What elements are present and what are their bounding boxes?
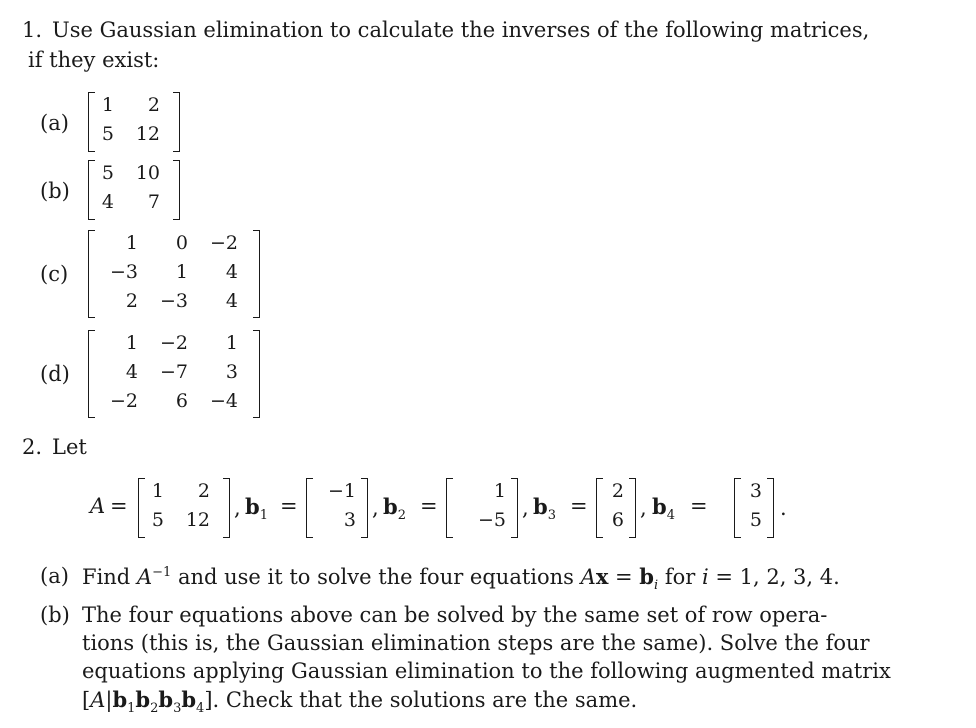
q2-part-b-line1: The four equations above can be solved by the same set of row opera- [82, 603, 828, 627]
b-vector: b [135, 687, 151, 712]
text: for [658, 565, 702, 589]
q2-intro: Let [52, 435, 87, 459]
b4-vector [734, 478, 774, 538]
b4-sub: 4 [666, 508, 675, 524]
b2-symbol [383, 494, 406, 524]
q2-part-a-label: (a) [40, 564, 69, 588]
b-vector: b [158, 687, 174, 712]
q2-number: 2. [22, 435, 43, 459]
matrix-cell: 2 [197, 480, 210, 502]
matrix-cell: −2 [109, 390, 138, 412]
vector-cell: −5 [477, 509, 506, 531]
b2-name: b [383, 494, 398, 519]
i-symbol: i [701, 565, 709, 589]
b1-name: b [245, 494, 260, 519]
A-symbol: A [580, 565, 596, 589]
matrix-cell: 4 [101, 191, 114, 213]
x-vector: x [595, 564, 609, 589]
b4-name: b [652, 494, 667, 519]
vector-cell: 2 [611, 480, 624, 502]
q1-part-c-label: (c) [40, 262, 69, 286]
b-vector: b [112, 687, 128, 712]
b-vector: b [639, 564, 654, 589]
q2-part-b-line3: equations applying Gaussian elimination to the following augmented matrix [82, 659, 891, 683]
text: and use it to solve the four equations [171, 565, 581, 589]
matrix-cell: 4 [125, 361, 138, 383]
matrix-cell: 2 [125, 290, 138, 312]
equals-sign: = [690, 494, 708, 518]
comma: , [522, 496, 529, 520]
q1-part-a-label: (a) [40, 111, 69, 135]
matrix-cell: 5 [101, 162, 114, 184]
matrix-cell: −2 [209, 232, 238, 254]
q1-matrix-b [88, 160, 180, 220]
text: . Check that the solutions are the same. [212, 688, 638, 712]
q1-part-d-label: (d) [40, 362, 70, 386]
comma: , [640, 496, 647, 520]
comma: , [372, 496, 379, 520]
matrix-cell: 1 [125, 232, 138, 254]
matrix-cell: 4 [225, 261, 238, 283]
matrix-cell: 0 [175, 232, 188, 254]
q1-part-b-label: (b) [40, 179, 70, 203]
b3-symbol [533, 494, 556, 524]
equals-sign: = [280, 494, 298, 518]
bracket-open: [ [82, 688, 91, 712]
vector-cell: 3 [343, 509, 356, 531]
matrix-cell: 1 [101, 94, 114, 116]
matrix-cell: 1 [175, 261, 188, 283]
q2-part-b-line2: tions (this is, the Gaussian elimination steps are the same). Solve the four [82, 631, 870, 655]
bracket-close: ] [204, 688, 213, 712]
equals: = [608, 565, 640, 589]
A-symbol: A [90, 688, 106, 712]
matrix-cell: −4 [209, 390, 238, 412]
matrix-cell: 1 [225, 332, 238, 354]
q1-matrix-c [88, 230, 260, 318]
matrix-cell: 2 [147, 94, 160, 116]
q1-line1: Use Gaussian elimination to calculate the inverses of the following matrices, [52, 18, 870, 42]
matrix-cell: 5 [151, 509, 164, 531]
vector-cell: 3 [749, 480, 762, 502]
vector-cell: −1 [327, 480, 356, 502]
b-sub: 2 [150, 701, 159, 717]
text: = 1, 2, 3, 4. [708, 565, 840, 589]
matrix-cell: 1 [151, 480, 164, 502]
q1-line2: if they exist: [28, 48, 160, 72]
matrix-cell: 5 [101, 123, 114, 145]
b2-sub: 2 [397, 508, 406, 524]
matrix-cell: −3 [159, 290, 188, 312]
matrix-A-symbol: A [90, 494, 106, 518]
q2-matrix-A [138, 478, 230, 538]
matrix-cell: 6 [175, 390, 188, 412]
equals-sign: = [570, 494, 588, 518]
matrix-cell: 7 [147, 191, 160, 213]
equals-sign: = [420, 494, 438, 518]
period: . [780, 496, 787, 520]
matrix-cell: 1 [125, 332, 138, 354]
b3-name: b [533, 494, 548, 519]
b4-symbol [652, 494, 675, 524]
matrix-cell: 3 [225, 361, 238, 383]
matrix-cell: 4 [225, 290, 238, 312]
q1-number: 1. [22, 18, 43, 42]
q2-part-b-label: (b) [40, 603, 70, 627]
vector-cell: 1 [493, 480, 506, 502]
b3-sub: 3 [547, 508, 556, 524]
comma: , [234, 496, 241, 520]
b-sub-i: i [653, 578, 659, 594]
text: Find [82, 565, 137, 589]
matrix-cell: 10 [135, 162, 160, 184]
b1-sub: 1 [259, 508, 268, 524]
q2-part-b-line4 [82, 687, 638, 717]
matrix-cell: 12 [135, 123, 160, 145]
b1-symbol [245, 494, 268, 524]
b1-vector [306, 478, 368, 538]
vector-cell: 5 [749, 509, 762, 531]
b-sub: 4 [196, 701, 205, 717]
vector-cell: 6 [611, 509, 624, 531]
equals-sign: = [110, 494, 128, 518]
matrix-cell: 12 [185, 509, 210, 531]
matrix-cell: −2 [159, 332, 188, 354]
q1-matrix-d [88, 330, 260, 418]
inverse-exponent: −1 [152, 565, 172, 580]
A-symbol: A [136, 565, 153, 589]
matrix-cell: −7 [159, 361, 188, 383]
b-vector: b [181, 687, 197, 712]
b-sub: 3 [173, 701, 182, 717]
bar: | [105, 688, 113, 712]
matrix-cell: −3 [109, 261, 138, 283]
q2-part-a-text [82, 564, 840, 594]
b-sub: 1 [127, 701, 136, 717]
q1-matrix-a [88, 92, 180, 152]
b3-vector [596, 478, 636, 538]
b2-vector [446, 478, 518, 538]
